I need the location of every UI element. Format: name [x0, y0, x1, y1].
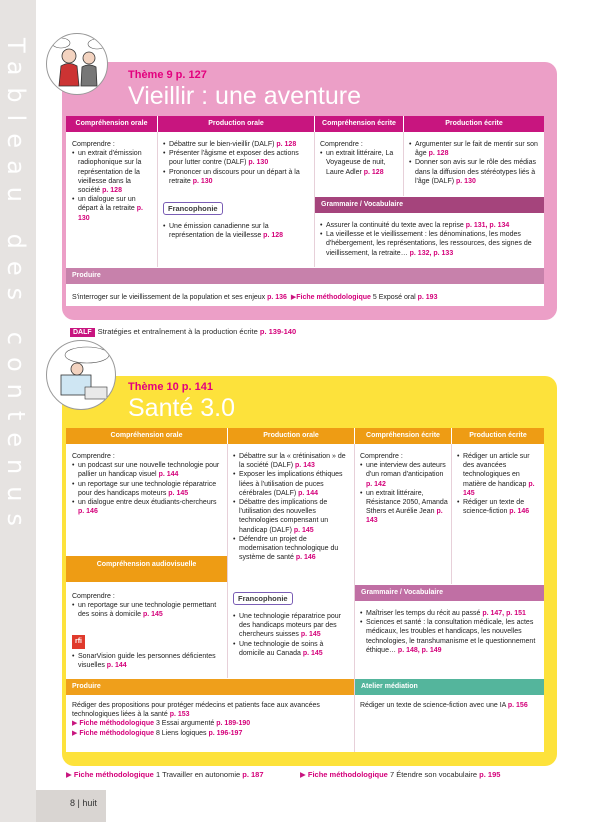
list-item: • Défendre un projet de modernisation technologique du système de santé p. 146	[233, 535, 351, 563]
list-item: • La vieillesse et le vieillissement : les dénominations, les modes d'hébergement, les représentations, les ressources, des signes de vieillissement, la retraite… p. 132, p. 133	[320, 230, 542, 258]
dalf-badge: DALF	[70, 328, 95, 337]
t10-header-ce: Compréhension écrite	[355, 428, 451, 444]
t10-ce-cell	[360, 452, 448, 526]
list-item: • Débattre sur la « crétinisation » de la société (DALF) p. 143	[233, 452, 351, 470]
divider	[403, 132, 404, 196]
t10-header-gram: Grammaire / Vocabulaire	[355, 585, 544, 601]
t10-header-po: Production orale	[228, 428, 354, 444]
list-item: • Sciences et santé : la consultation médicale, les actes médicaux, les troubles et handicaps, les nouvelles technologies, le transhumanisme et le questionnement éthique… p. 148, p. 149	[360, 618, 542, 655]
page-number: 8 | huit	[70, 798, 97, 808]
divider	[227, 444, 228, 678]
t10-co-intro: Comprendre :	[72, 453, 115, 460]
theme10-label: Thème 10 p. 141	[128, 381, 213, 393]
t9-co-cell	[72, 140, 152, 223]
t10-francophonie-badge: Francophonie	[233, 592, 293, 605]
list-item: • un reportage sur une technologie permettant des soins à domicile p. 145	[72, 601, 224, 619]
list-item: • une interview des auteurs d'un roman d'anticipation p. 142	[360, 461, 448, 489]
t10-cav-cell	[72, 592, 224, 620]
list-item: • Argumenter sur le fait de mentir sur son âge p. 128	[409, 140, 541, 158]
divider	[451, 444, 452, 584]
t9-ce-intro: Comprendre :	[320, 141, 363, 148]
list-item: • un podcast sur une nouvelle technologie pour pallier un handicap visuel p. 144	[72, 461, 224, 479]
list-item: • Maîtriser les temps du récit au passé p. 147, p. 151	[360, 609, 542, 618]
t10-header-co: Compréhension orale	[66, 428, 227, 444]
rfi-logo: rfi	[72, 630, 85, 649]
list-item: • un dialogue sur un départ à la retraite p. 130	[72, 195, 152, 223]
t10-header-cav: Compréhension audiovisuelle	[66, 556, 227, 582]
t9-header-gram: Grammaire / Vocabulaire	[315, 197, 544, 213]
list-item: • un extrait littéraire, Résistance 2050, Amanda Sthers et Aurélie Jean p. 143	[360, 489, 448, 526]
list-item: • Prononcer un discours pour un départ à la retraite p. 130	[163, 168, 311, 186]
list-item: • Donner son avis sur le rôle des médias dans la diffusion des stéréotypes liés à l'âge (DALF) p. 130	[409, 158, 541, 186]
t9-produire-cell: S'interroger sur le vieillissement de la population et ses enjeux p. 136 ▶Fiche méthodologique 5 Exposé oral p. 193	[72, 294, 438, 301]
list-item: • un reportage sur une technologie réparatrice pour des handicaps moteurs p. 145	[72, 480, 224, 498]
t10-header-produire: Produire	[66, 679, 354, 695]
t9-franco-cell	[163, 222, 311, 240]
theme10-title: Santé 3.0	[128, 394, 236, 422]
list-item: • SonarVision guide les personnes déficientes visuelles p. 144	[72, 652, 224, 670]
dalf-line: DALF Stratégies et entraînement à la production écrite p. 139-140	[70, 327, 296, 337]
t9-header-produire: Produire	[66, 268, 544, 284]
t10-header-atelier: Atelier médiation	[355, 679, 544, 695]
t10-header-pe: Production écrite	[452, 428, 544, 444]
list-item: • Assurer la continuité du texte avec la reprise p. 131, p. 134	[320, 221, 542, 230]
side-title: Tableau des contenus	[2, 38, 30, 538]
theme9-title: Vieillir : une aventure	[128, 82, 362, 110]
t9-header-pe: Production écrite	[404, 116, 544, 132]
list-item: • Rédiger un texte de science-fiction p. 146	[457, 498, 542, 516]
t9-po-cell	[163, 140, 311, 186]
t9-header-ce: Compréhension écrite	[315, 116, 403, 132]
list-item: • Exposer les implications éthiques liées à l'utilisation de puces cérébrales (DALF) p. 144	[233, 470, 351, 498]
list-item: • un dialogue entre deux étudiants-chercheurs p. 146	[72, 498, 224, 516]
list-item: • Débattre des implications de l'utilisation des nouvelles technologies compensant un handicap (DALF) p. 145	[233, 498, 351, 535]
t10-po-cell	[233, 452, 351, 562]
list-item: • Une technologie de soins à domicile au Canada p. 145	[233, 640, 351, 658]
list-item: • Présenter l'âgisme et exposer des actions pour lutter contre (DALF) p. 130	[163, 149, 311, 167]
list-item: • Une technologie réparatrice pour des handicaps moteurs par des chercheurs suisses p. 145	[233, 612, 351, 640]
t10-cav-intro: Comprendre :	[72, 593, 115, 600]
t9-gram-cell	[320, 221, 542, 258]
t10-pe-cell	[457, 452, 542, 516]
cartoon-elderly-illustration	[46, 33, 108, 95]
t10-co-cell	[72, 452, 224, 516]
t10-atelier-cell: Rédiger un texte de science-fiction avec une IA p. 156	[360, 702, 528, 709]
t10-franco-cell	[233, 612, 351, 658]
t10-ce-intro: Comprendre :	[360, 453, 403, 460]
t10-produire-cell: Rédiger des propositions pour protéger médecins et patients face aux avancées technologiques liées à la santé p. 153 ▶ Fiche méthodologique 3 Essai argumenté p. 189-190 ▶ Fiche méthodologique 8 Liens logiques p. 196-197	[72, 702, 320, 737]
cartoon-doctor-illustration	[46, 340, 116, 410]
t9-co-intro: Comprendre :	[72, 141, 115, 148]
t9-francophonie-badge: Francophonie	[163, 202, 223, 215]
list-item: • Rédiger un article sur des avancées technologiques en matière de handicap p. 145	[457, 452, 542, 498]
t9-header-co: Compréhension orale	[66, 116, 157, 132]
t10-gram-cell	[360, 609, 542, 655]
list-item: • Débattre sur le bien-vieillir (DALF) p. 128	[163, 140, 311, 149]
list-item: • Une émission canadienne sur la représentation de la vieillesse p. 128	[163, 222, 311, 240]
t9-header-po: Production orale	[158, 116, 314, 132]
divider	[157, 132, 158, 267]
t9-ce-cell	[320, 140, 400, 177]
list-item: • un extrait littéraire, La Voyageuse de nuit, Laure Adler p. 128	[320, 149, 400, 177]
list-item: • un extrait d'émission radiophonique sur la représentation de la vieillesse dans la société p. 128	[72, 149, 152, 195]
theme9-label: Thème 9 p. 127	[128, 69, 207, 81]
bottom-fiche-left: ▶ Fiche méthodologique 1 Travailler en autonomie p. 187	[66, 770, 264, 779]
t10-rfi-cell	[72, 652, 224, 670]
bottom-fiche-right: ▶ Fiche méthodologique 7 Étendre son vocabulaire p. 195	[300, 770, 501, 779]
t9-pe-cell	[409, 140, 541, 186]
